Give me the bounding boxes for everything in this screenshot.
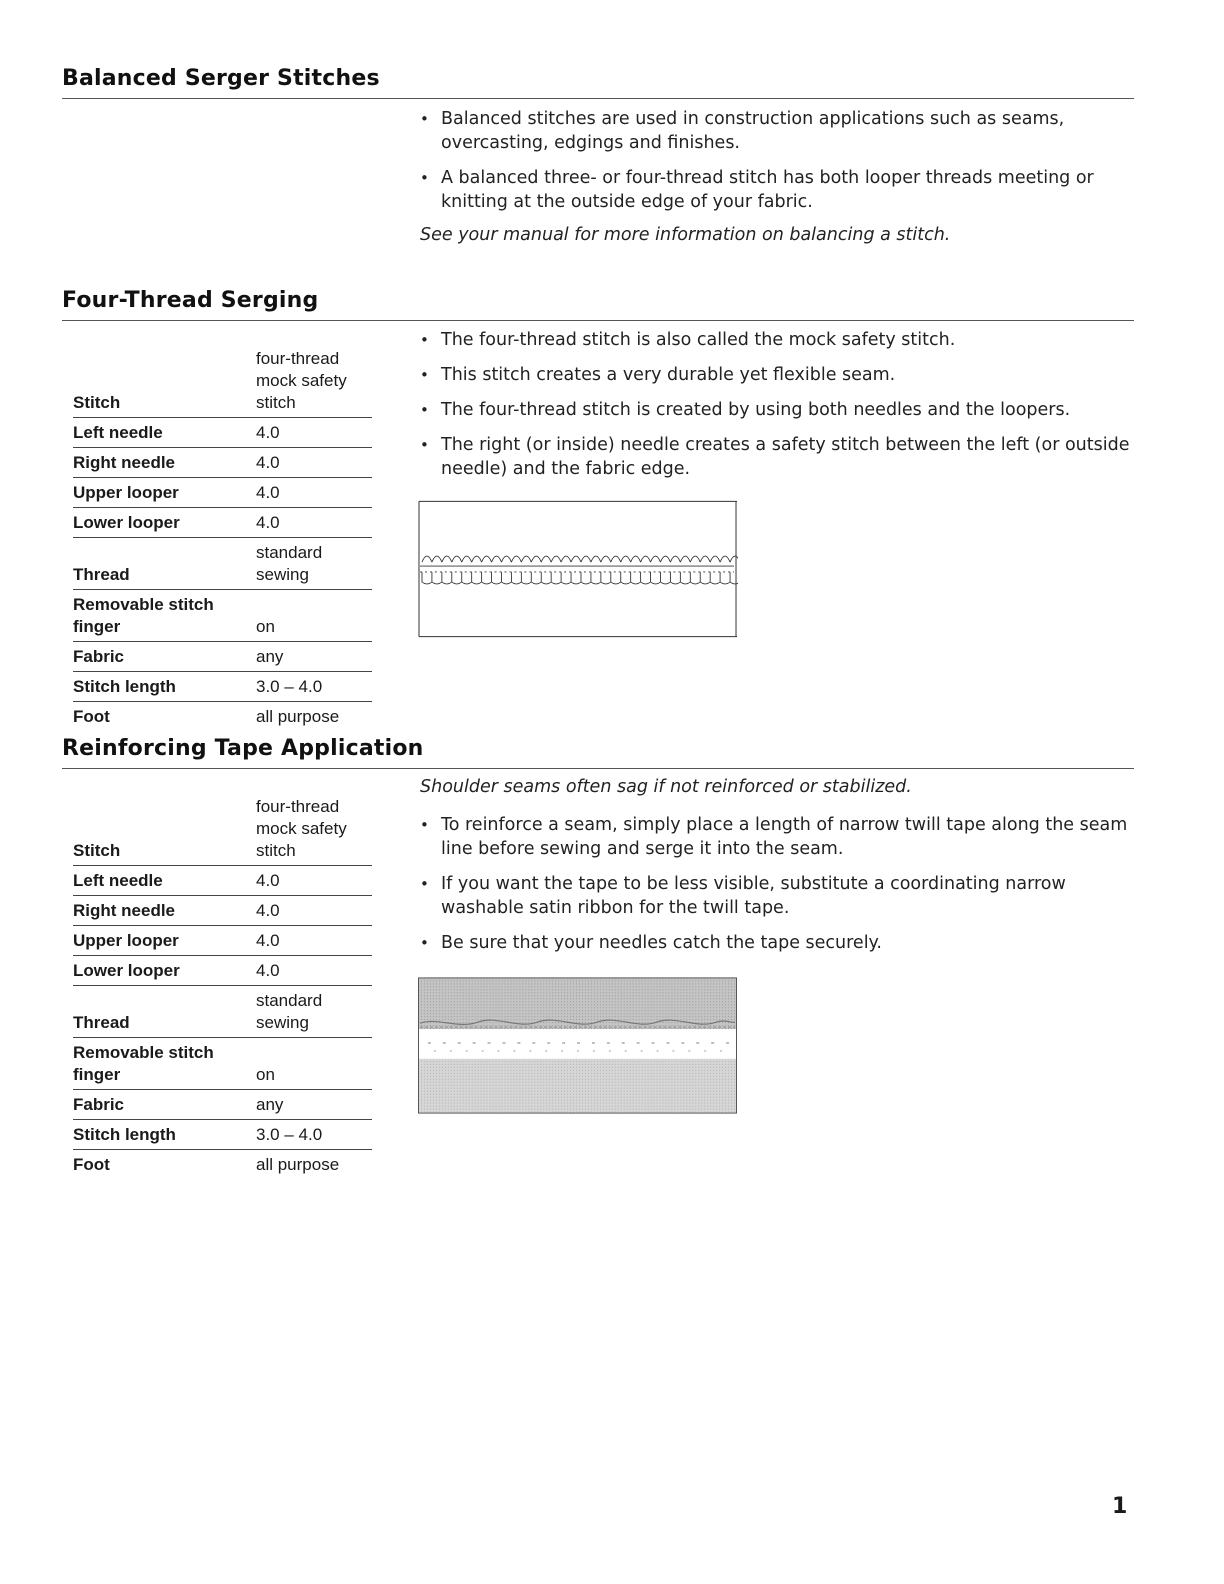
section-title-balanced: Balanced Serger Stitches	[62, 66, 380, 91]
setting-label: Thread	[73, 538, 256, 590]
setting-value: 4.0	[256, 448, 372, 478]
balanced-note: See your manual for more information on balancing a stitch.	[420, 225, 951, 245]
setting-value: 4.0	[256, 478, 372, 508]
page-number: 1	[1112, 1494, 1128, 1519]
balanced-bullet-list	[420, 107, 1132, 225]
table-row	[73, 1038, 372, 1090]
setting-value: four-thread mock safety stitch	[256, 792, 372, 866]
table-row	[73, 896, 372, 926]
table-row	[73, 508, 372, 538]
setting-label: Fabric	[73, 1090, 256, 1120]
list-item: • A balanced three- or four-thread stitch has both looper threads meeting or knitting at the outside edge of your fabric.	[420, 166, 1132, 214]
table-row	[73, 792, 372, 866]
table-row	[73, 986, 372, 1038]
table-row	[73, 1120, 372, 1150]
setting-label: Removable stitch finger	[73, 590, 256, 642]
setting-label: Left needle	[73, 866, 256, 896]
table-row	[73, 642, 372, 672]
reinforcing-settings-table	[73, 792, 372, 1179]
setting-value: four-thread mock safety stitch	[256, 344, 372, 418]
table-row	[73, 344, 372, 418]
list-item: • The right (or inside) needle creates a safety stitch between the left (or outside needle) and the fabric edge.	[420, 433, 1132, 481]
setting-label: Lower looper	[73, 508, 256, 538]
setting-label: Thread	[73, 986, 256, 1038]
list-item: • This stitch creates a very durable yet flexible seam.	[420, 363, 1132, 387]
setting-label: Stitch length	[73, 1120, 256, 1150]
setting-label: Foot	[73, 1155, 110, 1174]
setting-value: 4.0	[256, 418, 372, 448]
setting-value: 3.0 – 4.0	[256, 672, 372, 702]
setting-value: 4.0	[256, 956, 372, 986]
section-title-four-thread: Four-Thread Serging	[62, 288, 319, 313]
section-rule-four-thread	[62, 320, 1134, 321]
table-row	[73, 538, 372, 590]
setting-label: Stitch	[73, 344, 256, 418]
setting-value: all purpose	[256, 1155, 340, 1174]
list-item: • Balanced stitches are used in construction applications such as seams, overcasting, edgings and finishes.	[420, 107, 1132, 155]
table-row	[73, 590, 372, 642]
setting-label: Upper looper	[73, 478, 256, 508]
table-row	[73, 702, 372, 732]
section-title-reinforcing: Reinforcing Tape Application	[62, 736, 424, 761]
setting-value: any	[256, 1090, 372, 1120]
setting-value: 4.0	[256, 926, 372, 956]
setting-label: Upper looper	[73, 926, 256, 956]
list-item: • If you want the tape to be less visible, substitute a coordinating narrow washable satin ribbon for the twill tape.	[420, 872, 1132, 920]
list-item: • To reinforce a seam, simply place a length of narrow twill tape along the seam line before sewing and serge it into the seam.	[420, 813, 1132, 861]
setting-label: Stitch length	[73, 672, 256, 702]
list-item: • The four-thread stitch is created by using both needles and the loopers.	[420, 398, 1132, 422]
setting-label: Right needle	[73, 448, 256, 478]
four-thread-stitch-illustration	[418, 500, 738, 638]
reinforcing-intro: Shoulder seams often sag if not reinforced or stabilized.	[420, 777, 912, 797]
section-rule-reinforcing	[62, 768, 1134, 769]
setting-label: Foot	[73, 707, 110, 726]
list-item: • The four-thread stitch is also called the mock safety stitch.	[420, 328, 1132, 352]
setting-value: standard sewing	[256, 986, 372, 1038]
setting-value: on	[256, 1038, 372, 1090]
reinforcing-tape-illustration	[418, 977, 738, 1114]
table-row	[73, 1150, 372, 1180]
table-row	[73, 1090, 372, 1120]
table-row	[73, 866, 372, 896]
setting-value: on	[256, 590, 372, 642]
reinforcing-bullet-list	[420, 813, 1132, 966]
setting-value: all purpose	[256, 707, 340, 726]
setting-label: Left needle	[73, 418, 256, 448]
setting-label: Fabric	[73, 642, 256, 672]
setting-value: 4.0	[256, 508, 372, 538]
setting-value: any	[256, 642, 372, 672]
four-thread-settings-table	[73, 344, 372, 731]
list-item: • Be sure that your needles catch the tape securely.	[420, 931, 1132, 955]
setting-value: 3.0 – 4.0	[256, 1120, 372, 1150]
setting-label: Removable stitch finger	[73, 1038, 256, 1090]
table-row	[73, 418, 372, 448]
section-rule-balanced	[62, 98, 1134, 99]
setting-label: Right needle	[73, 896, 256, 926]
table-row	[73, 478, 372, 508]
setting-label: Stitch	[73, 792, 256, 866]
setting-value: 4.0	[256, 896, 372, 926]
four-thread-bullet-list	[420, 328, 1132, 492]
table-row	[73, 956, 372, 986]
setting-value: standard sewing	[256, 538, 372, 590]
setting-value: 4.0	[256, 866, 372, 896]
setting-label: Lower looper	[73, 956, 256, 986]
table-row	[73, 926, 372, 956]
table-row	[73, 672, 372, 702]
table-row	[73, 448, 372, 478]
